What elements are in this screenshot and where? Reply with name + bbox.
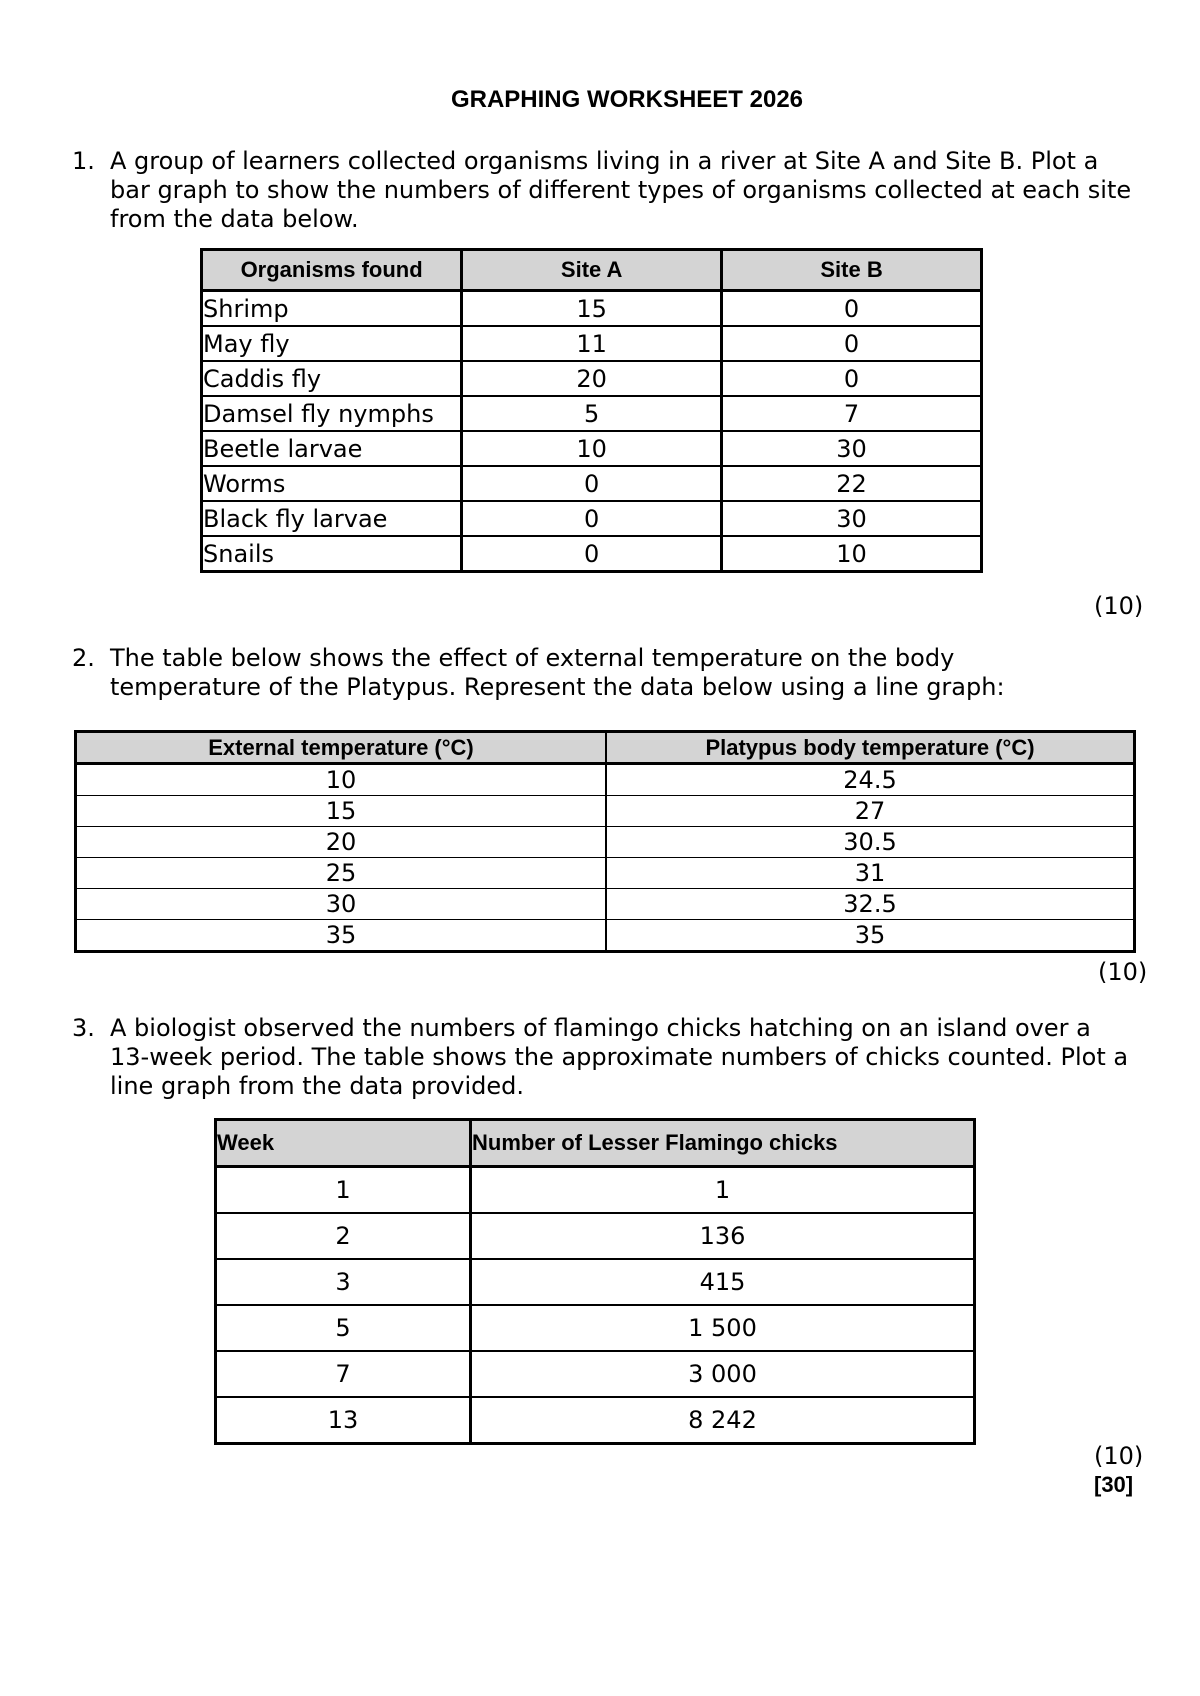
table-cell: 10 bbox=[722, 536, 982, 572]
table-row bbox=[76, 796, 1135, 827]
table-row bbox=[216, 1305, 975, 1351]
table-cell: 31 bbox=[606, 858, 1135, 889]
table-row bbox=[76, 889, 1135, 920]
table-cell: Caddis fly bbox=[202, 361, 462, 396]
table-cell: May fly bbox=[202, 326, 462, 361]
table-cell: 0 bbox=[722, 361, 982, 396]
question-3-marks: (10) bbox=[1094, 1442, 1144, 1470]
table-cell: 3 bbox=[216, 1259, 471, 1305]
table-row bbox=[216, 1397, 975, 1444]
table-cell: 1 500 bbox=[471, 1305, 975, 1351]
table-header-row bbox=[76, 732, 1135, 764]
table-cell: 30 bbox=[722, 501, 982, 536]
table-cell: Beetle larvae bbox=[202, 431, 462, 466]
table-row bbox=[216, 1167, 975, 1214]
column-header: Organisms found bbox=[202, 250, 462, 291]
table-cell: 35 bbox=[76, 920, 607, 952]
table-cell: 35 bbox=[606, 920, 1135, 952]
table-cell: 20 bbox=[76, 827, 607, 858]
column-header: Week bbox=[216, 1120, 471, 1167]
table-row bbox=[202, 466, 982, 501]
column-header: Platypus body temperature (°C) bbox=[606, 732, 1135, 764]
table-row bbox=[76, 858, 1135, 889]
question-number: 3. bbox=[72, 1014, 95, 1042]
table-row bbox=[216, 1213, 975, 1259]
page-title: GRAPHING WORKSHEET 2026 bbox=[450, 86, 804, 113]
table-row bbox=[76, 764, 1135, 796]
table-header-row bbox=[202, 250, 982, 291]
table-cell: 136 bbox=[471, 1213, 975, 1259]
column-header: Site B bbox=[722, 250, 982, 291]
table-cell: 7 bbox=[722, 396, 982, 431]
table-cell: 0 bbox=[462, 466, 722, 501]
table-cell: 15 bbox=[76, 796, 607, 827]
table-cell: 11 bbox=[462, 326, 722, 361]
table-cell: 0 bbox=[722, 291, 982, 327]
question-2 bbox=[72, 644, 1132, 702]
table-row bbox=[202, 536, 982, 572]
total-marks: [30] bbox=[1094, 1472, 1134, 1497]
platypus-temperature-table bbox=[74, 730, 1136, 953]
table-cell: 1 bbox=[471, 1167, 975, 1214]
table-row bbox=[76, 827, 1135, 858]
question-number: 2. bbox=[72, 644, 95, 672]
table-row bbox=[76, 920, 1135, 952]
column-header: External temperature (°C) bbox=[76, 732, 607, 764]
table-cell: 415 bbox=[471, 1259, 975, 1305]
table-row bbox=[216, 1351, 975, 1397]
table-row bbox=[202, 361, 982, 396]
table-cell: Black fly larvae bbox=[202, 501, 462, 536]
table-cell: 2 bbox=[216, 1213, 471, 1259]
question-3 bbox=[72, 1014, 1132, 1101]
table-cell: 32.5 bbox=[606, 889, 1135, 920]
table-cell: 15 bbox=[462, 291, 722, 327]
question-text: The table below shows the effect of external temperature on the body temperature of the Platypus. Represent the data below using a line graph: bbox=[110, 644, 1005, 701]
table-cell: Damsel fly nymphs bbox=[202, 396, 462, 431]
table-cell: 8 242 bbox=[471, 1397, 975, 1444]
question-1-marks: (10) bbox=[1094, 592, 1144, 620]
table-cell: 10 bbox=[462, 431, 722, 466]
organisms-table bbox=[200, 248, 983, 573]
table-row bbox=[216, 1259, 975, 1305]
table-row bbox=[202, 326, 982, 361]
question-1 bbox=[72, 147, 1132, 234]
question-number: 1. bbox=[72, 147, 95, 175]
table-row bbox=[202, 501, 982, 536]
table-row bbox=[202, 431, 982, 466]
column-header: Number of Lesser Flamingo chicks bbox=[471, 1120, 975, 1167]
table-cell: Shrimp bbox=[202, 291, 462, 327]
table-row bbox=[202, 291, 982, 327]
table-cell: 24.5 bbox=[606, 764, 1135, 796]
question-text: A group of learners collected organisms living in a river at Site A and Site B. Plot a bar graph to show the numbers of different types of organisms collected at each site from the data below. bbox=[110, 147, 1132, 233]
table-cell: 0 bbox=[722, 326, 982, 361]
flamingo-chicks-table bbox=[214, 1118, 976, 1445]
column-header: Site A bbox=[462, 250, 722, 291]
table-cell: 13 bbox=[216, 1397, 471, 1444]
table-cell: 22 bbox=[722, 466, 982, 501]
table-cell: 3 000 bbox=[471, 1351, 975, 1397]
table-cell: 5 bbox=[216, 1305, 471, 1351]
table-header-row bbox=[216, 1120, 975, 1167]
table-cell: 30 bbox=[76, 889, 607, 920]
table-cell: 27 bbox=[606, 796, 1135, 827]
table-cell: 30.5 bbox=[606, 827, 1135, 858]
table-cell: Snails bbox=[202, 536, 462, 572]
table-cell: 30 bbox=[722, 431, 982, 466]
table-cell: 0 bbox=[462, 536, 722, 572]
question-2-marks: (10) bbox=[1098, 958, 1148, 986]
question-text: A biologist observed the numbers of flamingo chicks hatching on an island over a 13-week period. The table shows the approximate numbers of chicks counted. Plot a line graph from the data provided. bbox=[110, 1014, 1129, 1100]
table-cell: 20 bbox=[462, 361, 722, 396]
table-cell: 7 bbox=[216, 1351, 471, 1397]
table-cell: 5 bbox=[462, 396, 722, 431]
table-cell: 25 bbox=[76, 858, 607, 889]
table-cell: 0 bbox=[462, 501, 722, 536]
table-cell: 1 bbox=[216, 1167, 471, 1214]
table-cell: Worms bbox=[202, 466, 462, 501]
table-row bbox=[202, 396, 982, 431]
table-cell: 10 bbox=[76, 764, 607, 796]
